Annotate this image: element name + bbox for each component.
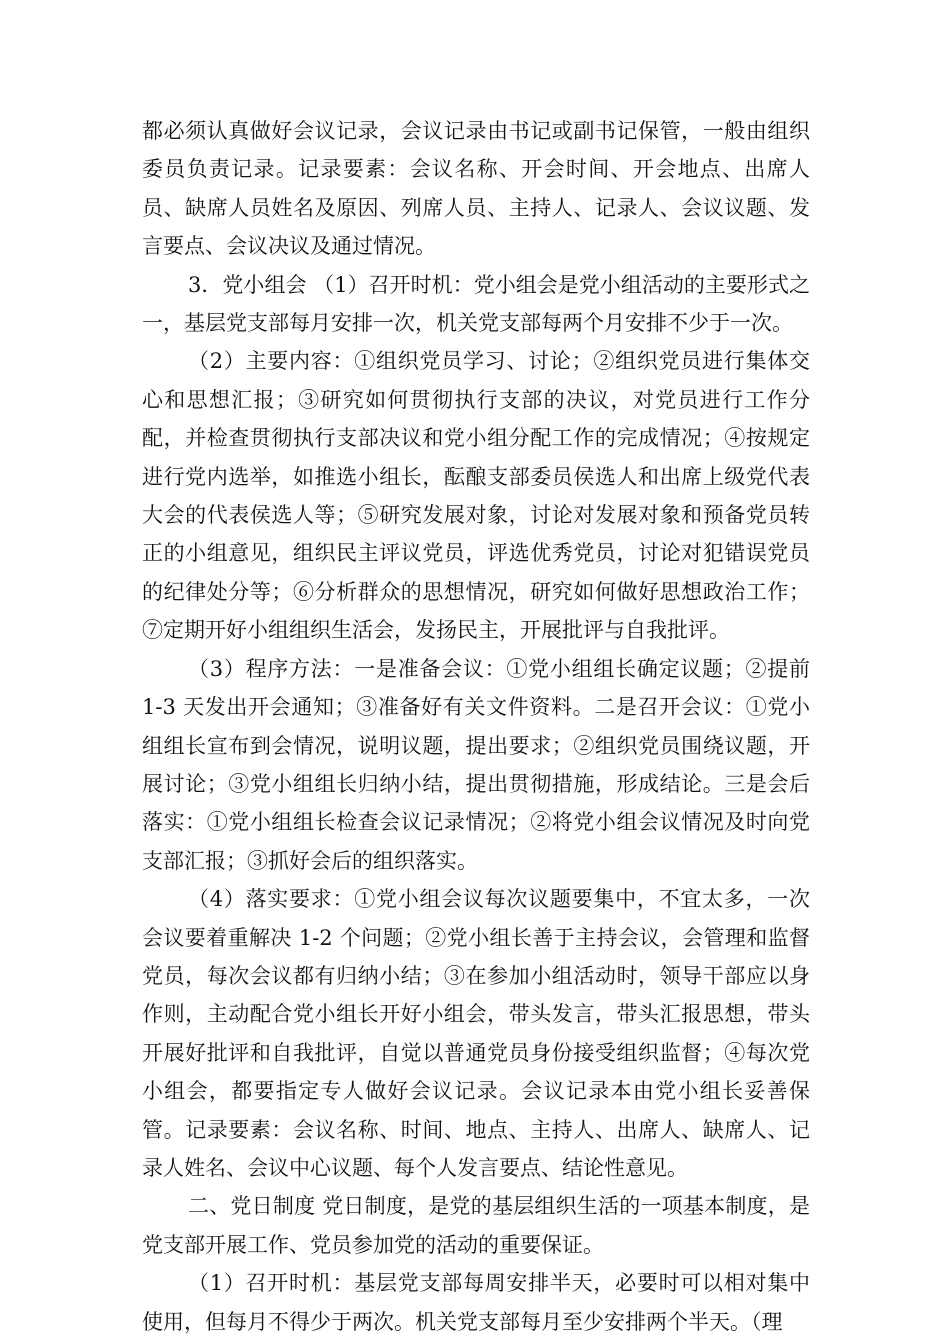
paragraph-main-content: （2）主要内容：①组织党员学习、讨论；②组织党员进行集体交心和思想汇报；③研究如何贯彻执行支部的决议，对党员进行工作分配，并检查贯彻执行支部决议和党小组分配工作的完成情况；④按规定进行党内选举，如推选小组长，酝酿支部委员侯选人和出席上级党代表大会的代表侯选人等；⑤研究发展对象，讨论对发展对象和预备党员转正的小组意见，组织民主评议党员，评选优秀党员，讨论对犯错误党员的纪律处分等；⑥分析群众的思想情况，研究如何做好思想政治工作；⑦定期开好小组组织生活会，发扬民主，开展批评与自我批评。 <box>142 349 810 643</box>
paragraph-procedure-method: （3）程序方法：一是准备会议：①党小组组长确定议题；②提前 1-3 天发出开会通知；③准备好有关文件资料。二是召开会议：①党小组组长宣布到会情况，说明议题，提出要求；②组织党员围绕议题，开展讨论；③党小组组长归纳小结，提出贯彻措施，形成结论。三是会后落实：①党小组组长检查会议记录情况；②将党小组会议情况及时向党支部汇报；③抓好会后的组织落实。 <box>142 656 810 873</box>
paragraph-meeting-records: 都必须认真做好会议记录，会议记录由书记或副书记保管，一般由组织委员负责记录。记录要素：会议名称、开会时间、开会地点、出席人员、缺席人员姓名及原因、列席人员、主持人、记录人、会议议题、发言要点、会议决议及通过情况。 <box>142 119 810 259</box>
paragraph-party-group-meeting-timing: 3．党小组会 （1）召开时机：党小组会是党小组活动的主要形式之一，基层党支部每月安排一次，机关党支部每两个月安排不少于一次。 <box>142 272 810 336</box>
document-body <box>142 112 810 1341</box>
paragraph-party-day-system: 二、党日制度 党日制度，是党的基层组织生活的一项基本制度，是党支部开展工作、党员参加党的活动的重要保证。 <box>142 1194 810 1257</box>
paragraph-implementation-requirements: （4）落实要求：①党小组会议每次议题要集中，不宜太多，一次会议要着重解决 1-2 个问题；②党小组长善于主持会议，会管理和监督党员，每次会议都有归纳小结；③在参加小组活动时，领导干部应以身作则，主动配合党小组长开好小组会，带头发言，带头汇报思想，带头开展好批评和自我批评，自觉以普通党员身份接受组织监督；④每次党小组会，都要指定专人做好会议记录。会议记录本由党小组长妥善保管。记录要素：会议名称、时间、地点、主持人、出席人、缺席人、记录人姓名、会议中心议题、每个人发言要点、结论性意见。 <box>142 887 810 1180</box>
paragraph-party-day-timing: （1）召开时机：基层党支部每周安排半天，必要时可以相对集中使用，但每月不得少于两次。机关党支部每月至少安排两个半天。（理 <box>142 1271 810 1334</box>
